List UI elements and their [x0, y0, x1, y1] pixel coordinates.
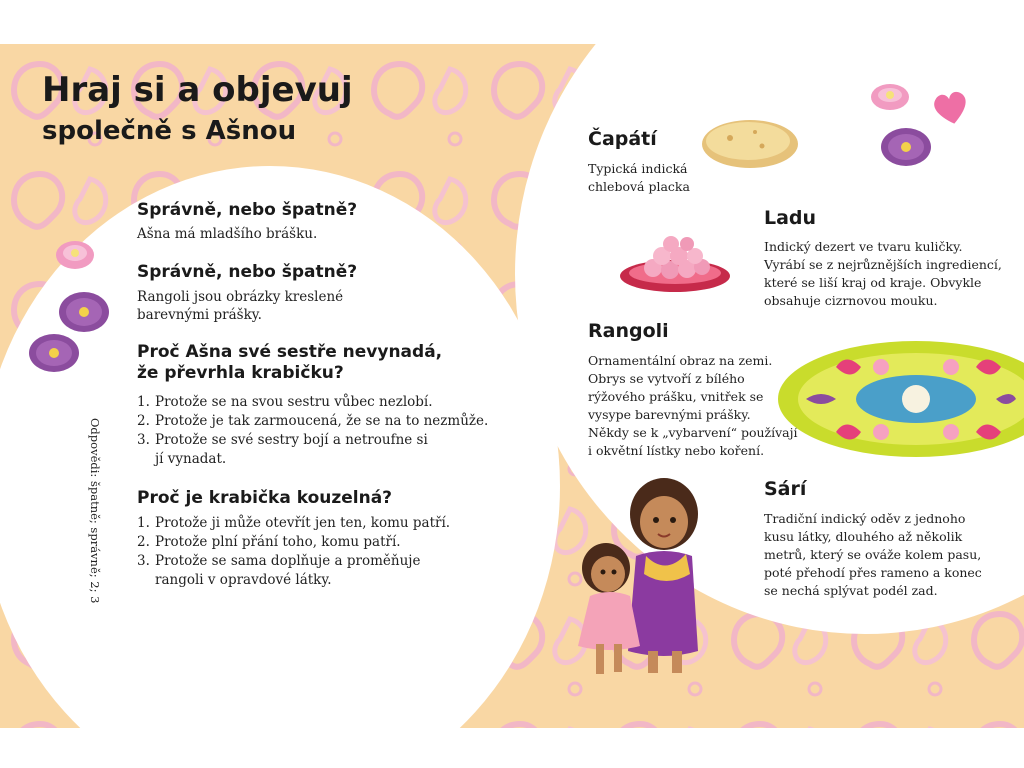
answer-option: 3. Protože se své sestry bojí a netroufne si jí vynadat.	[137, 432, 428, 467]
entry-ladu-title: Ladu	[764, 207, 817, 229]
entry-rangoli-title: Rangoli	[588, 320, 669, 342]
girls-illustration	[576, 476, 726, 686]
page-title-line2: společně s Ašnou	[42, 116, 297, 146]
entry-capati-title: Čapátí	[588, 128, 657, 150]
entry-sari-text: Tradiční indický oděv z jednoho kusu látky, dlouhého až několik metrů, který se ováže kolem pasu, poté přehodí přes rameno a konec se nechá splývat podél zad.	[764, 511, 982, 598]
answer-option: 1. Protože se na svou sestru vůbec nezlobí.	[137, 394, 433, 410]
question-4-answers	[137, 514, 497, 590]
rangoli-pattern-image	[776, 337, 1024, 461]
entry-ladu-text: Indický dezert ve tvaru kuličky. Vyrábí se z nejrůznějších ingrediencí, které se liší kraj od kraje. Obvykle obsahuje cizrnovou mouku.	[764, 239, 1002, 308]
flower-icon	[28, 332, 80, 374]
entry-rangoli-text: Ornamentální obraz na zemi. Obrys se vytvoří z bílého rýžového prášku, vnitřek se vysype barevnými prášky. Někdy se k „vybarvení“ používají i okvětní lístky nebo koření.	[588, 353, 798, 458]
flower-icon	[54, 238, 96, 272]
question-1: Správně, nebo špatně?	[137, 200, 358, 220]
answer-option: 2. Protože je tak zarmoucená, že se na to nezmůže.	[137, 413, 489, 429]
entry-sari-title: Sárí	[764, 478, 807, 500]
answer-option: 2. Protože plní přání toho, komu patří.	[137, 534, 401, 550]
question-3: Proč Ašna své sestře nevynadá, že převrhla krabičku?	[137, 342, 443, 383]
answer-option: 3. Protože se sama doplňuje a proměňuje rangoli v opravdové látky.	[137, 553, 421, 588]
flower-icon	[58, 290, 110, 334]
question-1-text: Ašna má mladšího brášku.	[137, 226, 318, 242]
flower-icon	[880, 126, 932, 168]
heart-icon	[930, 88, 972, 128]
question-2: Správně, nebo špatně?	[137, 262, 358, 282]
ladu-plate-image	[618, 232, 732, 296]
entry-capati-text: Typická indická chlebová placka	[588, 161, 690, 194]
flower-icon	[870, 82, 910, 112]
answers-note-rotated: Odpovědi: špatně; správně; 2; 3	[88, 418, 102, 604]
chapati-image	[700, 116, 800, 170]
question-2-text: Rangoli jsou obrázky kreslené barevnými prášky.	[137, 289, 344, 323]
question-3-answers	[137, 393, 497, 469]
answer-option: 1. Protože ji může otevřít jen ten, komu patří.	[137, 515, 451, 531]
page-title-line1: Hraj si a objevuj	[42, 70, 353, 110]
question-4: Proč je krabička kouzelná?	[137, 488, 393, 508]
